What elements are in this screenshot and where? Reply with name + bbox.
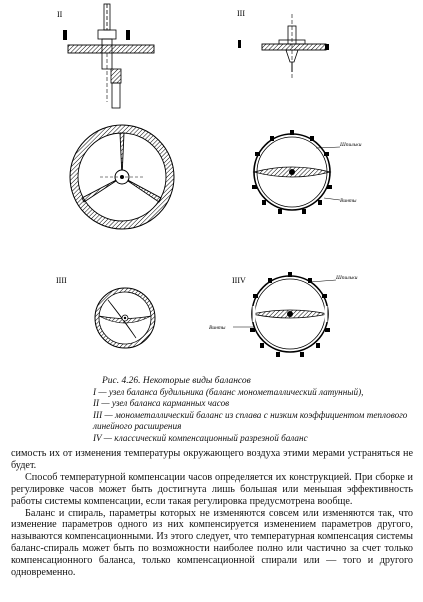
panel-3-front-view — [56, 276, 155, 348]
paragraph-2: Способ температурной компенсации часов определяется их конструкцией. При сборке и регулировке часов может быть достигнута лишь большая или меньшая эффективность работы системы компенсации, если такая регулировка предусмотрена вообще. — [11, 471, 413, 507]
body-text — [11, 448, 413, 579]
panel-4-front-view — [209, 272, 358, 357]
panel-label-1: II — [57, 10, 63, 19]
callout-pins: Шпильки — [340, 142, 362, 148]
callout-screws-iv: Винты — [209, 325, 226, 331]
panel-2-side-view — [237, 9, 329, 80]
legend-item-4: IV — классический компенсационный разрезной баланс — [93, 432, 308, 443]
paragraph-1: симость их от изменения температуры окружающего воздуха этими мерами устраняться не будет. — [11, 448, 413, 471]
panel-label-2: III — [237, 9, 245, 18]
figure-caption — [93, 375, 413, 444]
callout-pins-iv: Шпильки — [336, 275, 358, 281]
panel-1-side-view — [57, 4, 154, 108]
panel-label-4: IIIV — [232, 276, 246, 285]
legend-item-1: I — узел баланса будильника (баланс монометаллический латунный), — [93, 387, 364, 397]
panel-label-3: IIII — [56, 276, 67, 285]
caption-title: Рис. 4.26. Некоторые виды балансов — [102, 376, 251, 386]
panel-2-front-view — [252, 130, 362, 214]
callout-screws: Винты — [340, 198, 357, 204]
panel-1-front-view — [70, 125, 174, 229]
paragraph-3: Баланс и спираль, параметры которых не изменяются совсем или изменяются так, что изменение параметров одного из них компенсируется изменением параметров другого, называются компенсационными. Из этого следует, что температурная компенсация системы баланс-спираль может быть по возможности наиболее полно или частично за счет только компенсационного баланса, только компенсационной спирали или — того и другого одновременно. — [11, 507, 413, 579]
legend-item-3: III — монометаллический баланс из сплава с низким коэффициентом теплового линейного расширения — [93, 409, 408, 432]
legend-item-2: II — узел баланса карманных часов — [93, 398, 230, 409]
